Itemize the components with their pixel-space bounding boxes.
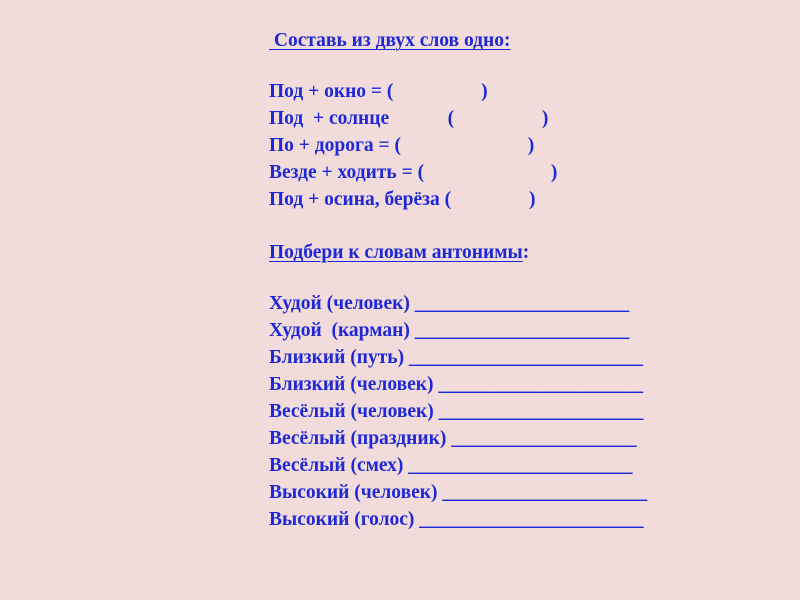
task1-line: Под + окно = ( ) xyxy=(269,81,488,102)
task1-line: Под + солнце ( ) xyxy=(269,108,549,129)
task2-line: Близкий (путь) ________________________ xyxy=(269,347,643,368)
task1-title: Составь из двух слов одно: xyxy=(269,30,511,51)
task2-line: Высокий (человек) _____________________ xyxy=(269,482,648,503)
task1-line: Везде + ходить = ( ) xyxy=(269,162,558,183)
task2-title-line xyxy=(269,241,529,265)
task2-line: Близкий (человек) _____________________ xyxy=(269,374,644,395)
task2-line: Высокий (голос) _______________________ xyxy=(269,509,644,530)
task2-line: Весёлый (смех) _______________________ xyxy=(269,455,633,476)
task2-line: Весёлый (человек) _____________________ xyxy=(269,401,644,422)
task2-line: Худой (человек) ______________________ xyxy=(269,293,630,314)
worksheet xyxy=(269,0,769,600)
task2-line: Весёлый (праздник) ___________________ xyxy=(269,428,637,449)
task2-title-colon: : xyxy=(522,242,530,263)
task1-line: По + дорога = ( ) xyxy=(269,135,535,156)
task1-line: Под + осина, берёза ( ) xyxy=(269,189,536,210)
task2-line: Худой (карман) ______________________ xyxy=(269,320,630,341)
task2-title: Подбери к словам антонимы xyxy=(269,242,523,263)
